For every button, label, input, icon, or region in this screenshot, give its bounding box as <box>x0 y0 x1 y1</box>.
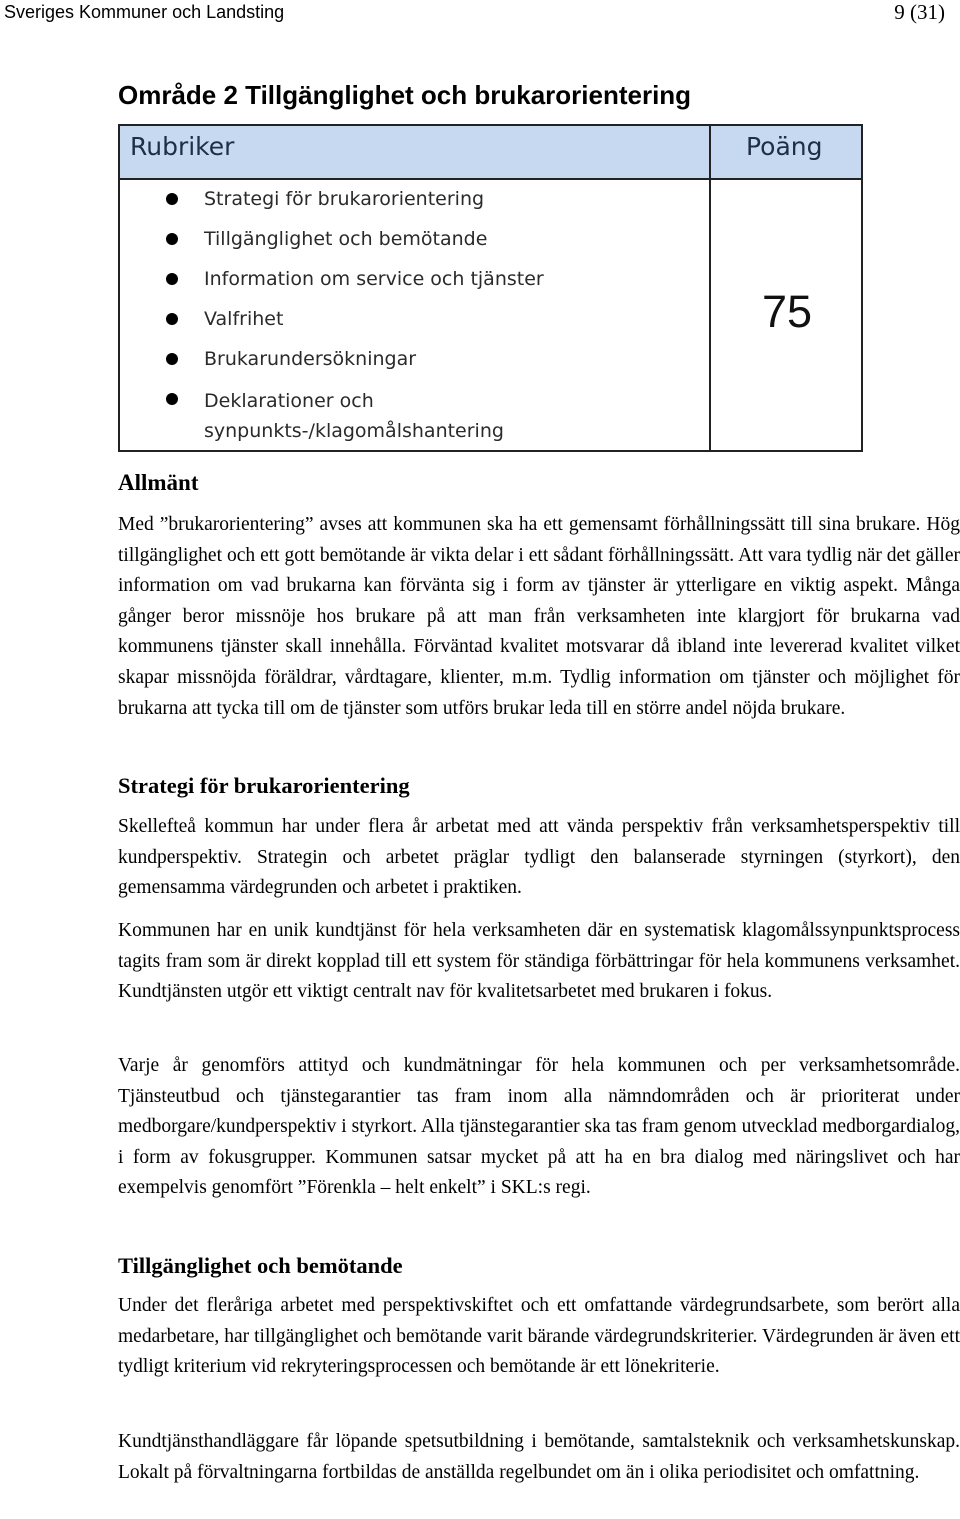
bullet-icon <box>166 353 178 365</box>
paragraph-tillganglighet-1: Under det fleråriga arbetet med perspektivskiftet och ett omfattande värdegrundsarbete, som berört alla medarbetare, har tillgänglighet och bemötande varit bärande värdegrundskriterier. Värdegrunden är även ett tydligt kriterium vid rekryteringsprocessen och bemötande är ett lönekriterie. <box>118 1295 960 1378</box>
header-org: Sveriges Kommuner och Landsting <box>4 2 285 22</box>
page-number: 9 (31) <box>894 0 945 24</box>
paragraph-allmant: Med ”brukarorientering” avses att kommunen ska ha ett gemensamt förhållningssätt till sina brukare. Hög tillgänglighet och ett gott bemötande är vikta delar i ett sådant förhållningssätt. Att vara tydlig när det gäller information om vad brukarna kan förvänta sig i form av tjänster är ytterligare en viktig aspekt. Många gånger beror missnöje hos brukare på att man från verksamheten inte klargjort för brukarna vad kommunens tjänster skall innehålla. Förväntad kvalitet motsvarar då ibland inte levererad kvalitet vilket skapar missnöjda föräldrar, vårdtagare, klienter, m.m. Tydlig information om tjänster och möjlighet för brukarna att tycka till om de tjänster som utförs brukar leda till en större andel nöjda brukare. <box>118 514 960 719</box>
heading-tillganglighet: Tillgänglighet och bemötande <box>118 1253 403 1278</box>
table-header-row <box>120 126 861 180</box>
list-item: Valfrihet <box>166 306 544 346</box>
list-item: Brukarundersökningar <box>166 346 544 386</box>
criteria-table <box>118 124 863 452</box>
bullet-icon <box>166 193 178 205</box>
paragraph-strategi-3: Varje år genomförs attityd och kundmätningar för hela kommunen och per verksamhetsområde. Tjänsteutbud och tjänstegarantier tas fram inom alla nämndområden och är prioriterat under medborgare/kundperspektiv i styrkort. Alla tjänstegarantier ska tas fram genom utvecklad medborgardialog, i form av fokusgrupper. Kommunen satsar mycket på att ha en bra dialog med näringslivet och har exempelvis genomfört ”Förenkla – helt enkelt” i SKL:s regi. <box>118 1055 960 1199</box>
column-divider <box>709 126 711 450</box>
score-value: 75 <box>762 286 813 337</box>
list-item: Information om service och tjänster <box>166 266 544 306</box>
list-item: Strategi för brukarorientering <box>166 186 544 226</box>
paragraph-strategi-1: Skellefteå kommun har under flera år arbetat med att vända perspektiv från verksamhetsperspektiv till kundperspektiv. Strategin och arbetet präglar tydligt den balanserade styrningen (styrkort), den gemensamma värdegrunden och arbetet i praktiken. <box>118 816 960 899</box>
column-header-poang: Poäng <box>746 132 823 161</box>
heading-allmant: Allmänt <box>118 470 199 495</box>
bullet-icon <box>166 313 178 325</box>
paragraph-tillganglighet-2: Kundtjänsthandläggare får löpande spetsutbildning i bemötande, samtalsteknik och verksamhetskunskap. Lokalt på förvaltningarna fortbildas de anställda regelbundet om än i olika periodisitet och omfattning. <box>118 1431 960 1483</box>
list-item: Tillgänglighet och bemötande <box>166 226 544 266</box>
bullet-icon <box>166 393 178 405</box>
heading-strategi: Strategi för brukarorientering <box>118 773 410 798</box>
page-header <box>0 0 960 26</box>
page-title: Område 2 Tillgänglighet och brukarorientering <box>118 80 692 110</box>
list-item: Deklarationer och synpunkts-/klagomålshantering <box>166 386 544 448</box>
bullet-icon <box>166 233 178 245</box>
column-header-rubriker: Rubriker <box>130 132 235 161</box>
paragraph-strategi-2: Kommunen har en unik kundtjänst för hela verksamheten där en systematisk klagomålssynpunktsprocess tagits fram som är direkt kopplad till ett system för ständiga förbättringar för hela kommunens verksamhet. Kundtjänsten utgör ett viktigt centralt nav för kvalitetsarbetet med brukaren i fokus. <box>118 920 960 1003</box>
rubriker-list <box>166 186 544 448</box>
bullet-icon <box>166 273 178 285</box>
